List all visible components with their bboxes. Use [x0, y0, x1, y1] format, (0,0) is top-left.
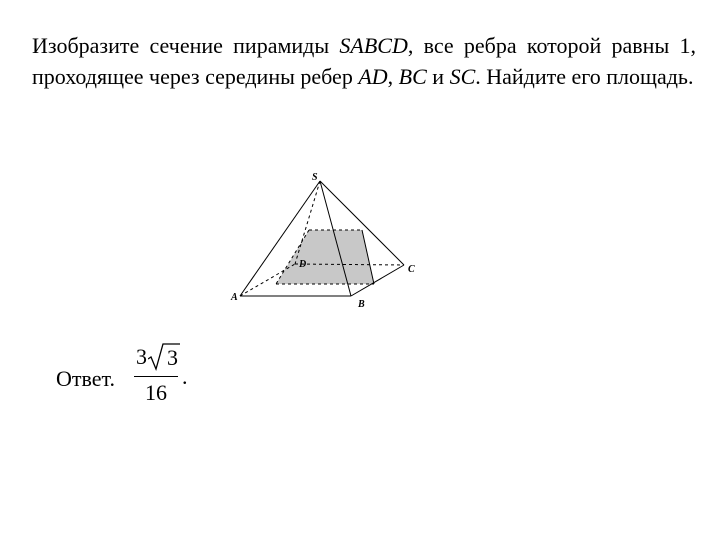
fraction-denominator: 16 — [145, 380, 167, 405]
separator-comma: , — [387, 64, 399, 89]
fraction-numerator — [132, 342, 180, 372]
pyramid-name: SABCD — [339, 33, 408, 58]
answer-fraction — [132, 342, 180, 408]
numerator-coefficient: 3 — [136, 344, 147, 369]
problem-text-part3: . Найдите его площадь. — [475, 64, 694, 89]
edge-bc: BC — [398, 64, 427, 89]
problem-text-part1: Изобразите сечение пирамиды — [32, 33, 340, 58]
conjunction-and: и — [426, 64, 450, 89]
answer-label: Ответ. — [56, 366, 115, 391]
fraction-bar — [134, 376, 178, 377]
vertex-label-s: S — [312, 172, 318, 183]
edge-ad: AD — [358, 64, 388, 89]
vertex-label-b: B — [358, 299, 365, 310]
cross-section — [276, 230, 374, 284]
pyramid-figure — [228, 168, 428, 316]
numerator-radicand: 3 — [167, 345, 178, 370]
vertex-label-d: D — [299, 259, 307, 270]
problem-statement — [32, 30, 696, 92]
answer-period: . — [182, 364, 188, 389]
edge-sc: SC — [449, 64, 476, 89]
vertex-label-a: A — [231, 292, 238, 303]
vertex-label-c: C — [408, 264, 415, 275]
problem-text-part2: , все ребра которой равны 1, проходящее через середины ребер — [32, 33, 696, 89]
